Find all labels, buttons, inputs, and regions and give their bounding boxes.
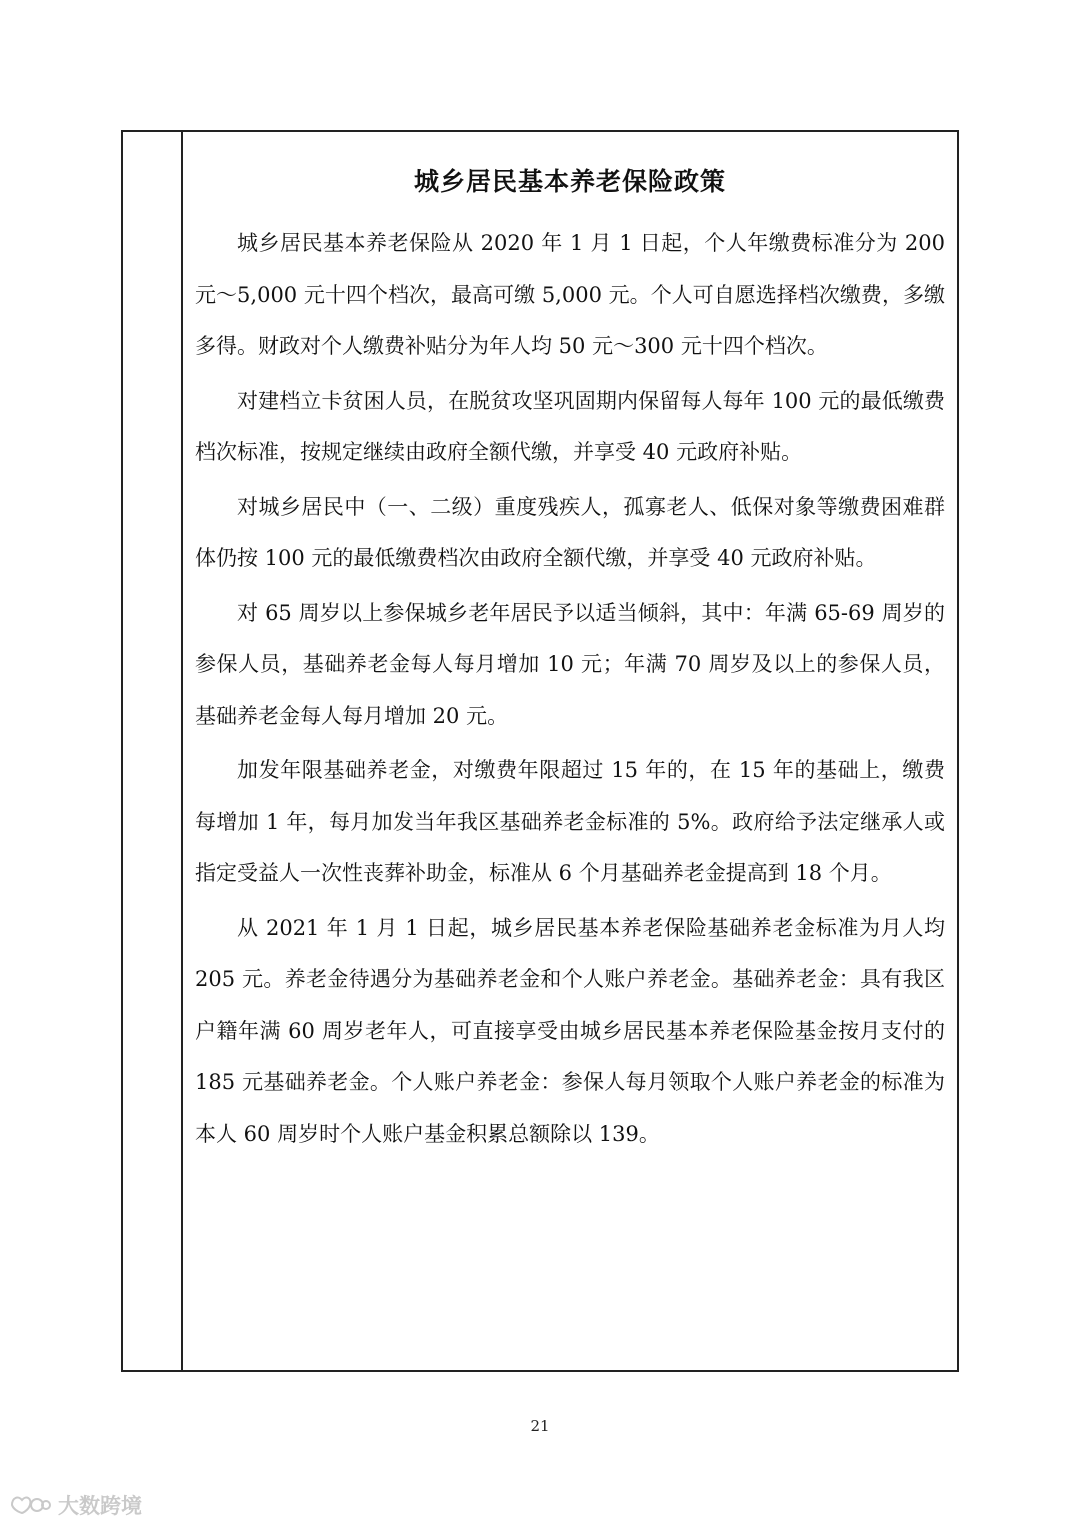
content-cell (183, 132, 957, 1370)
paragraph-2021-standard: 从 2021 年 1 月 1 日起，城乡居民基本养老保险基础养老金标准为月人均 205 元。养老金待遇分为基础养老金和个人账户养老金。基础养老金：具有我区户籍年满 60 周岁老年人，可直接享受由城乡居民基本养老保险基金按月支付的 185 元基础养老金。个人账户养老金：参保人每月领取个人账户养老金的标准为本人 60 周岁时个人账户基金积累总额除以 139。 (195, 915, 945, 1146)
paragraph-contribution-tiers: 城乡居民基本养老保险从 2020 年 1 月 1 日起，个人年缴费标准分为 200 元～5,000 元十四个档次，最高可缴 5,000 元。个人可自愿选择档次缴费，多缴多得。财政对个人缴费补贴分为年人均 50 元～300 元十四个档次。 (195, 231, 945, 358)
document-title: 城乡居民基本养老保险政策 (413, 167, 726, 196)
watermark (8, 1490, 142, 1520)
form-table (121, 130, 959, 1372)
brand-logo-icon (8, 1492, 52, 1518)
paragraph-extra-years: 加发年限基础养老金，对缴费年限超过 15 年的，在 15 年的基础上，缴费每增加 1 年，每月加发当年我区基础养老金标准的 5%。政府给予法定继承人或指定受益人一次性丧葬补助金，标准从 6 个月基础养老金提高到 18 个月。 (195, 758, 945, 885)
paragraph-poverty-registered: 对建档立卡贫困人员，在脱贫攻坚巩固期内保留每人每年 100 元的最低缴费档次标准，按规定继续由政府全额代缴，并享受 40 元政府补贴。 (195, 388, 945, 464)
label-column (123, 132, 183, 1370)
paragraph-disabled-elderly: 对城乡居民中（一、二级）重度残疾人，孤寡老人、低保对象等缴费困难群体仍按 100 元的最低缴费档次由政府全额代缴，并享受 40 元政府补贴。 (195, 494, 945, 570)
page-number: 21 (530, 1417, 550, 1435)
watermark-text: 大数跨境 (58, 1494, 142, 1518)
paragraph-age-65-plus: 对 65 周岁以上参保城乡老年居民予以适当倾斜，其中：年满 65-69 周岁的参保人员，基础养老金每人每月增加 10 元；年满 70 周岁及以上的参保人员，基础养老金每人每月增加 20 元。 (195, 600, 945, 728)
